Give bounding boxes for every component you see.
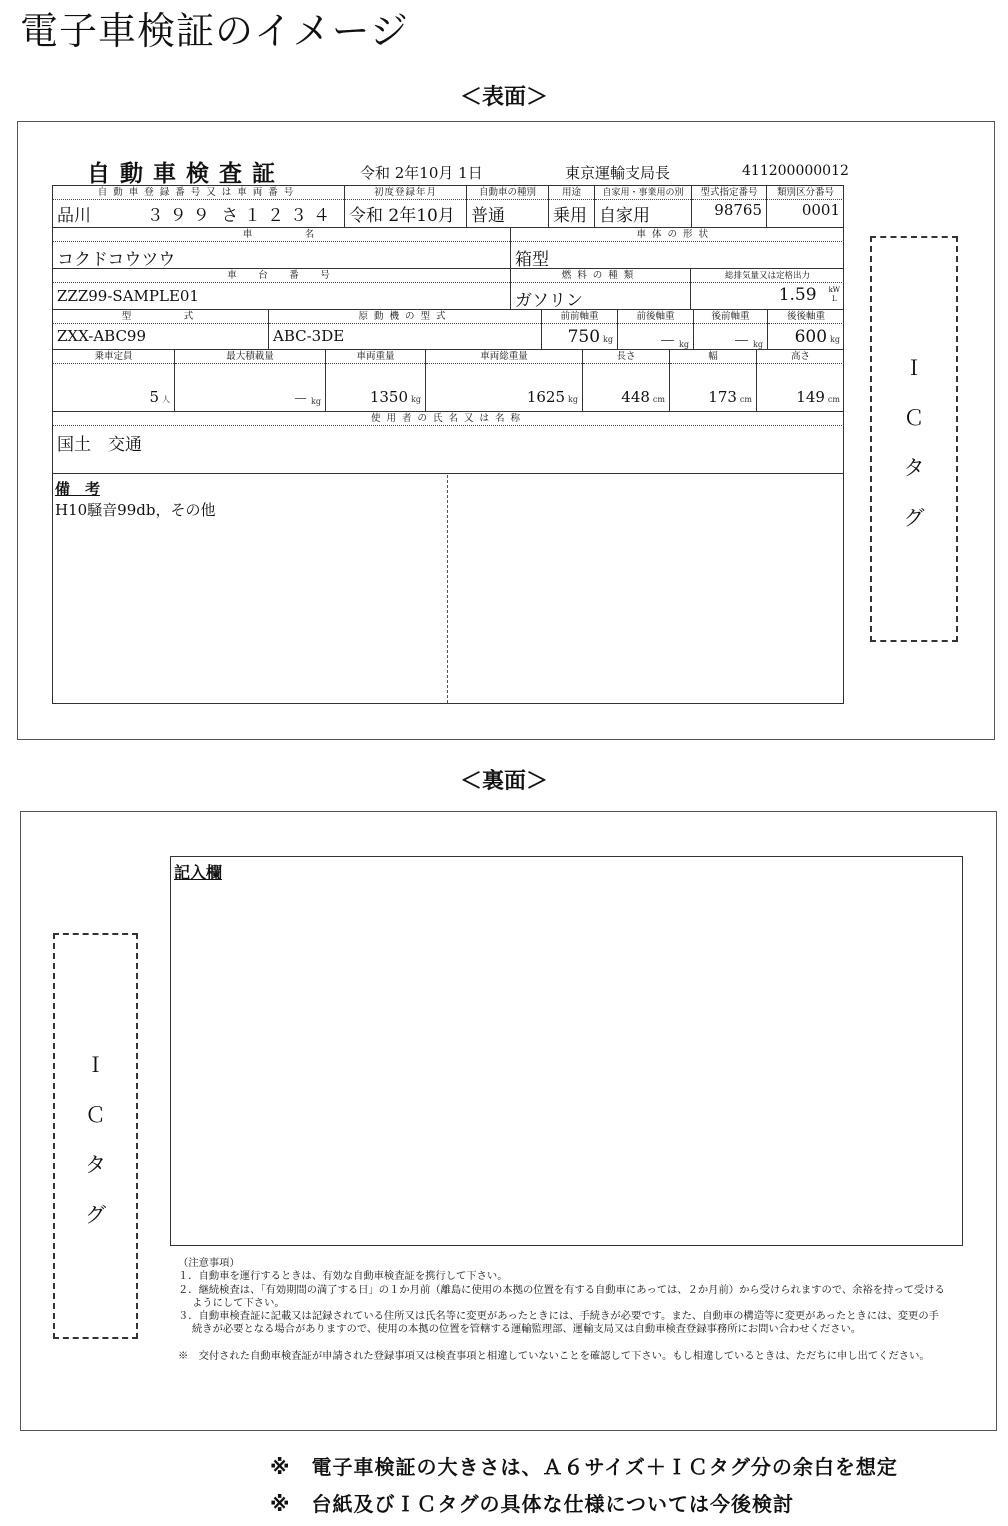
unit-kw: kW: [828, 286, 840, 294]
certificate-table: [52, 185, 844, 704]
note-item: ２．継続検査は、「有効期間の満了する日」の１か月前（離島に使用の本拠の位置を有する自動車にあっては、２か月前）から受けられますので、余裕を持って受けるようにして下さい。: [178, 1283, 945, 1309]
fuel-cell: [511, 269, 691, 309]
width-cell: [670, 350, 757, 411]
notes-heading: （注意事項）: [178, 1257, 240, 1269]
certificate-title: 自動車検査証: [87, 161, 285, 187]
car-name-cell: [53, 228, 511, 268]
reg-serial: １２３４: [243, 206, 336, 226]
reg-number-header: 自動車登録番号又は車両番号: [53, 186, 344, 200]
reg-number-value: [53, 200, 344, 227]
height-header: 高さ: [757, 350, 844, 364]
engine-cell: [269, 310, 542, 349]
length-cell: [583, 350, 670, 411]
vehicle-type-cell: [467, 186, 549, 227]
row-user: [53, 412, 844, 474]
issue-date: 令和 2年10月 1日: [360, 164, 483, 182]
capacity-value: 5: [149, 388, 159, 406]
unit-kg: kg: [679, 340, 689, 349]
fuel-value: ガソリン: [515, 291, 583, 309]
unit-liter: L: [831, 295, 837, 303]
private-business-value: 自家用: [599, 206, 650, 226]
displacement-cell: [691, 269, 844, 309]
unit-cm: cm: [739, 395, 752, 404]
reg-number-cell: [53, 186, 345, 227]
fr-axle-header: 前後軸重: [618, 310, 693, 324]
issuer: 東京運輸支局長: [565, 164, 671, 182]
usage-cell: [549, 186, 595, 227]
vehicle-type-value: 普通: [471, 206, 505, 226]
weight-value: 1350: [369, 388, 409, 406]
row-dimensions: [53, 350, 844, 412]
entry-field-label: 記入欄: [174, 863, 223, 882]
chassis-cell: [53, 269, 511, 309]
fr-axle-value: －: [659, 332, 677, 349]
displacement-value-group: [691, 283, 844, 306]
page-title: 電子車検証のイメージ: [20, 9, 409, 53]
private-business-header: 自家用・事業用の別: [595, 186, 691, 200]
gross-weight-cell: [426, 350, 583, 411]
car-name-header: 車 名: [53, 228, 510, 242]
remarks-label: 備 考: [55, 480, 101, 498]
rf-axle-cell: [694, 310, 768, 349]
height-value: 149: [796, 388, 825, 406]
ff-axle-header: 前前軸重: [542, 310, 617, 324]
ic-tag-char: グ: [903, 506, 925, 530]
width-value: 173: [708, 388, 737, 406]
length-header: 長さ: [583, 350, 669, 364]
note-item: ３．自動車検査証に記載又は記録されている住所又は氏名等に変更があったときには、手続きが必要です。また、自動車の構造等に変更があったときには、変更の手続きが必要となる場合がありますので、使用の本拠の位置を管轄する運輸監理部、運輸支局又は自動車検査登録事務所にお問い合わせください。: [178, 1310, 939, 1336]
displacement-header: 総排気量又は定格出力: [691, 269, 844, 283]
note-item: １．自動車を運行するときは、有効な自動車検査証を携行して下さい。: [178, 1270, 508, 1283]
fuel-header: 燃料の種類: [511, 269, 690, 283]
model-designation-value: 98765: [714, 201, 762, 219]
ff-axle-value: 750: [567, 327, 601, 347]
model-designation-cell: [692, 186, 767, 227]
certificate-number: 411200000012: [742, 163, 849, 179]
category-value: 0001: [801, 201, 840, 219]
reg-area: 品川: [57, 206, 91, 226]
note-caution: ※ 交付された自動車検査証が申請された登録事項又は検査事項と相違していないことを確認して下さい。もし相違しているときは、ただちに申し出てください。: [178, 1349, 930, 1362]
usage-header: 用途: [549, 186, 594, 200]
first-reg-value: 令和 2年10月: [349, 206, 455, 226]
ic-tag-char: Ｉ: [903, 356, 925, 380]
unit-kg: kg: [753, 340, 763, 349]
displacement-units: [829, 286, 840, 304]
reg-kana: さ: [221, 206, 239, 226]
ic-tag-char: グ: [85, 1203, 106, 1227]
first-reg-header: 初度登録年月: [345, 186, 466, 200]
weight-header: 車両重量: [326, 350, 425, 364]
private-business-cell: [595, 186, 692, 227]
category-cell: [767, 186, 844, 227]
width-header: 幅: [670, 350, 756, 364]
gross-weight-value: 1625: [526, 388, 566, 406]
weight-cell: [326, 350, 426, 411]
capacity-cell: [53, 350, 175, 411]
ic-tag-char: タ: [903, 456, 925, 480]
unit-kg: kg: [568, 395, 578, 404]
row-chassis: [53, 269, 844, 310]
car-name-value: コクドコウツウ: [57, 250, 176, 268]
max-load-value: －: [293, 390, 309, 408]
user-header: 使用者の氏名又は名称: [53, 412, 844, 426]
length-value: 448: [621, 388, 650, 406]
max-load-cell: [175, 350, 326, 411]
user-cell: [53, 412, 844, 473]
row-registration: [53, 186, 844, 228]
back-ic-tag-area: [53, 933, 138, 1339]
unit-kg: kg: [411, 395, 421, 404]
model-designation-header: 型式指定番号: [692, 186, 766, 200]
unit-cm: cm: [652, 395, 665, 404]
footnote: ※ 台紙及びＩＣタグの具体な仕様については今後検討: [270, 1492, 795, 1516]
gross-weight-header: 車両総重量: [426, 350, 582, 364]
max-load-header: 最大積載量: [175, 350, 325, 364]
category-header: 類別区分番号: [767, 186, 844, 200]
front-ic-tag-area: [870, 236, 958, 642]
model-value: ZXX-ABC99: [57, 327, 147, 345]
reg-class: ３９９: [146, 206, 216, 226]
rf-axle-header: 後前軸重: [694, 310, 767, 324]
vehicle-type-header: 自動車の種別: [467, 186, 548, 200]
rr-axle-cell: [768, 310, 844, 349]
ic-tag-char: タ: [85, 1153, 106, 1177]
back-side-label: ＜裏面＞: [459, 769, 548, 794]
ic-tag-char: Ｉ: [85, 1053, 106, 1077]
rr-axle-value: 600: [794, 327, 828, 347]
engine-value: ABC-3DE: [273, 327, 345, 345]
rf-axle-value: －: [733, 332, 751, 349]
notes-section: [178, 1257, 948, 1363]
remarks-divider: [447, 475, 448, 703]
body-shape-value: 箱型: [515, 250, 549, 268]
unit-kg: kg: [311, 397, 321, 406]
unit-person: 人: [162, 395, 170, 404]
chassis-header: 車 台 番 号: [53, 269, 510, 283]
row-model: [53, 310, 844, 350]
entry-field-box: [170, 856, 963, 1246]
body-shape-cell: [511, 228, 844, 268]
remarks-value: H10騒音99db，その他: [55, 501, 216, 519]
footnote: ※ 電子車検証の大きさは、Ａ６サイズ＋ＩＣタグ分の余白を想定: [270, 1455, 898, 1479]
unit-cm: cm: [827, 395, 840, 404]
front-side-label: ＜表面＞: [459, 85, 548, 110]
unit-kg: kg: [603, 335, 613, 344]
engine-header: 原動機の型式: [269, 310, 541, 324]
ic-tag-char: Ｃ: [85, 1103, 106, 1127]
user-value: 国土 交通: [57, 435, 142, 455]
chassis-value: ZZZ99-SAMPLE01: [57, 287, 199, 305]
displacement-value: 1.59: [778, 285, 817, 305]
ic-tag-char: Ｃ: [903, 406, 925, 430]
body-shape-header: 車体の形状: [511, 228, 844, 242]
usage-value: 乗用: [553, 206, 587, 226]
row-car-name: [53, 228, 844, 269]
model-header: 型 式: [53, 310, 268, 324]
unit-kg: kg: [830, 335, 840, 344]
fr-axle-cell: [618, 310, 694, 349]
rr-axle-header: 後後軸重: [768, 310, 844, 324]
capacity-header: 乗車定員: [53, 350, 174, 364]
model-cell: [53, 310, 269, 349]
ff-axle-cell: [542, 310, 618, 349]
height-cell: [757, 350, 844, 411]
first-reg-cell: [345, 186, 467, 227]
